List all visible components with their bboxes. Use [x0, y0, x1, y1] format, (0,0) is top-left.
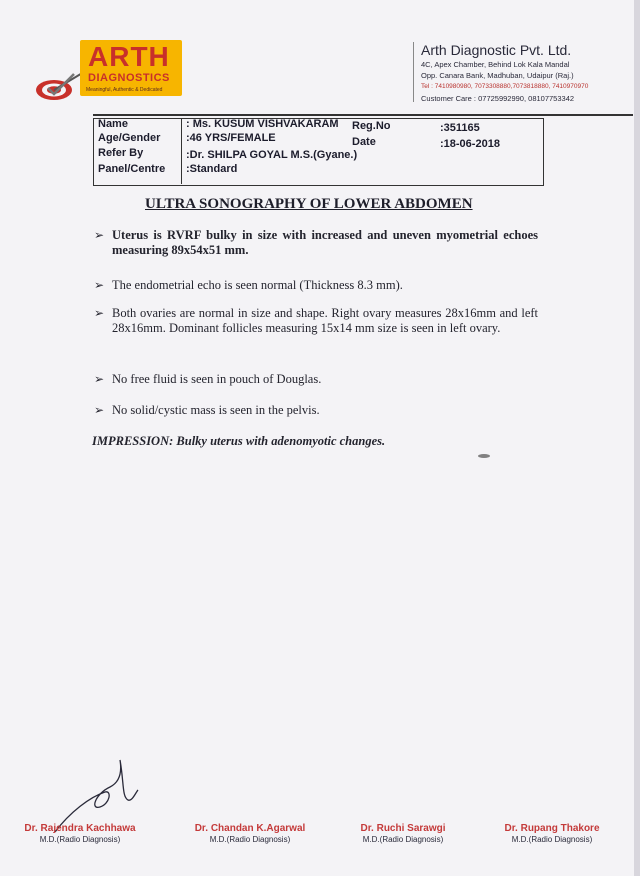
doctor-degree: M.D.(Radio Diagnosis) — [511, 835, 593, 844]
reg-no-value: :351165 — [440, 122, 480, 134]
address-line-2: Opp. Canara Bank, Madhuban, Udaipur (Raj.) — [421, 71, 574, 80]
doctor-degree: M.D.(Radio Diagnosis) — [39, 835, 121, 844]
doctor-name: Dr. Rajendra Kachhawa — [24, 823, 136, 834]
doctor-signature-block — [333, 823, 473, 844]
header-rule — [93, 114, 633, 116]
logo-subtitle: DIAGNOSTICS — [88, 72, 170, 84]
arth-logo — [30, 40, 182, 100]
address-line-1: 4C, Apex Chamber, Behind Lok Kala Mandal — [421, 60, 570, 69]
arrow-bullet-icon: ➢ — [94, 306, 105, 320]
age-gender-label: Age/Gender — [98, 132, 161, 144]
finding-text: Uterus is RVRF bulky in size with increased and uneven myometrial echoes measuring 89x54x51 mm. — [112, 228, 538, 257]
patient-name: : Ms. KUSUM VISHVAKARAM — [186, 118, 339, 130]
arrow-bullet-icon: ➢ — [94, 372, 105, 386]
finding-text: The endometrial echo is seen normal (Thickness 8.3 mm). — [112, 278, 403, 292]
impression: IMPRESSION: Bulky uterus with adenomyotic changes. — [92, 434, 386, 448]
company-name: Arth Diagnostic Pvt. Ltd. — [421, 42, 572, 58]
logo-brand: ARTH — [88, 41, 170, 72]
finding-text: No free fluid is seen in pouch of Douglas. — [112, 372, 322, 386]
doctor-signature-block — [482, 823, 622, 844]
doctor-name: Dr. Rupang Thakore — [504, 823, 600, 834]
doctor-degree: M.D.(Radio Diagnosis) — [362, 835, 444, 844]
doctor-signature-block — [180, 823, 320, 844]
doctor-signature-block — [10, 823, 150, 844]
reg-no-label: Reg.No — [352, 120, 391, 132]
header-divider — [413, 42, 414, 102]
telephone-numbers: Tel : 7410980980, 7073308880,7073818880, 7410970970 — [421, 83, 589, 90]
doctor-degree: M.D.(Radio Diagnosis) — [209, 835, 291, 844]
refer-by-label: Refer By — [98, 147, 144, 159]
finding-text: Both ovaries are normal in size and shape. Right ovary measures 28x16mm and left 28x16mm. Dominant follicles measuring 15x14 mm size is seen in left ovary. — [112, 306, 538, 335]
customer-care: Customer Care : 07725992990, 08107753342 — [421, 94, 575, 103]
doctor-name: Dr. Ruchi Sarawgi — [360, 823, 446, 834]
page-edge — [634, 0, 640, 876]
target-arrow-icon — [34, 72, 86, 102]
arrow-bullet-icon: ➢ — [94, 278, 105, 292]
ink-smudge — [478, 454, 490, 458]
finding-text: No solid/cystic mass is seen in the pelvis. — [112, 403, 320, 417]
name-label: Name — [98, 118, 128, 130]
report-title: ULTRA SONOGRAPHY OF LOWER ABDOMEN — [145, 196, 473, 212]
arrow-bullet-icon: ➢ — [94, 403, 105, 417]
doctor-name: Dr. Chandan K.Agarwal — [194, 823, 306, 834]
referring-doctor: :Dr. SHILPA GOYAL M.S.(Gyane.) — [186, 149, 358, 161]
logo-tagline: Meaningful, Authentic & Dedicated — [86, 87, 163, 93]
date-label: Date — [352, 136, 376, 148]
panel-centre: :Standard — [186, 163, 238, 175]
patient-age-gender: :46 YRS/FEMALE — [186, 132, 276, 144]
arrow-bullet-icon: ➢ — [94, 228, 105, 242]
panel-centre-label: Panel/Centre — [98, 163, 166, 175]
report-date: :18-06-2018 — [440, 138, 500, 150]
